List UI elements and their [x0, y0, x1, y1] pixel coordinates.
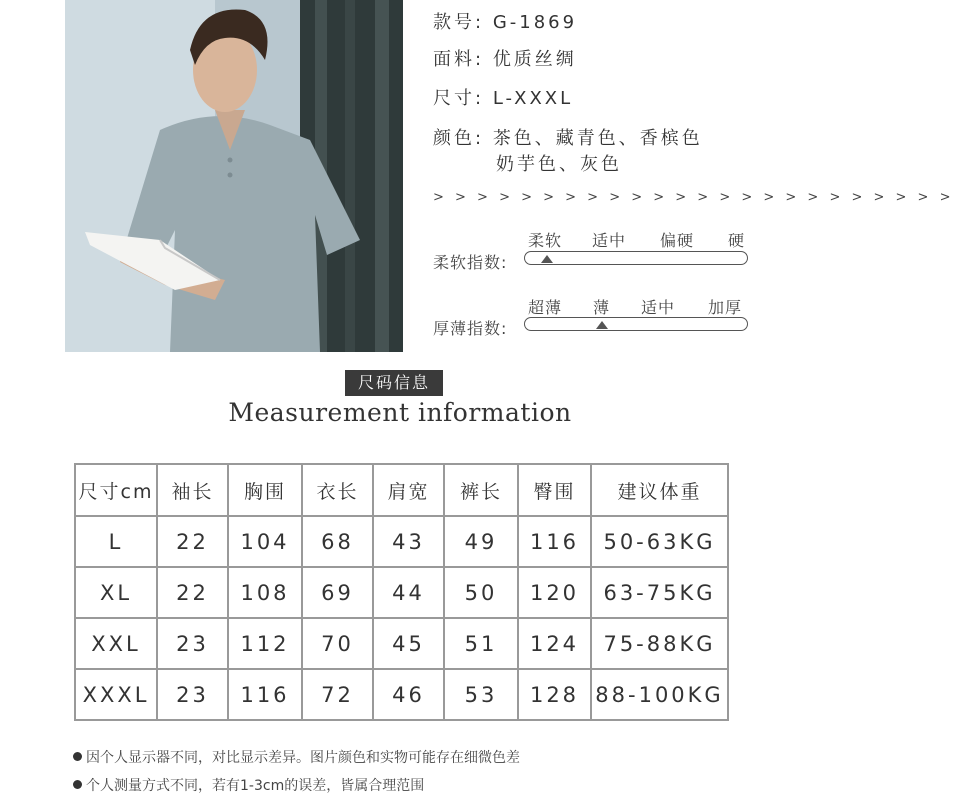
- spec-label: 尺寸:: [433, 88, 485, 109]
- table-cell: 45: [373, 618, 444, 669]
- table-cell: L: [75, 516, 157, 567]
- table-cell: XL: [75, 567, 157, 618]
- thickness-level: 薄: [593, 298, 611, 317]
- table-cell: 69: [302, 567, 373, 618]
- table-row: [75, 567, 728, 618]
- bullet-icon: [73, 780, 82, 789]
- thickness-marker: [596, 321, 608, 329]
- thickness-label: 厚薄指数:: [433, 319, 508, 338]
- table-header-cell: 尺寸cm: [75, 464, 157, 516]
- table-cell: 49: [444, 516, 518, 567]
- table-cell: 120: [518, 567, 591, 618]
- table-cell: 88-100KG: [591, 669, 728, 720]
- thickness-level: 超薄: [528, 298, 563, 317]
- spec-size: [433, 84, 573, 110]
- table-cell: 116: [228, 669, 302, 720]
- table-cell: 22: [157, 516, 228, 567]
- table-cell: 44: [373, 567, 444, 618]
- thickness-track: [524, 317, 748, 331]
- table-cell: 116: [518, 516, 591, 567]
- section-badge: 尺码信息: [345, 370, 443, 396]
- table-cell: 68: [302, 516, 373, 567]
- section-title: Measurement information: [228, 398, 572, 427]
- table-cell: 46: [373, 669, 444, 720]
- model-illustration: [65, 0, 403, 352]
- size-table: [74, 463, 729, 721]
- table-header-cell: 肩宽: [373, 464, 444, 516]
- spec-fabric: [433, 45, 577, 71]
- table-header-cell: 建议体重: [591, 464, 728, 516]
- softness-level: 偏硬: [660, 231, 695, 250]
- table-row: [75, 618, 728, 669]
- spec-value: 优质丝绸: [492, 49, 577, 70]
- bullet-icon: [73, 752, 82, 761]
- product-photo: [65, 0, 403, 352]
- softness-level: 柔软: [528, 231, 563, 250]
- spec-color-line2: 奶芋色、灰色: [496, 154, 622, 175]
- table-cell: 23: [157, 669, 228, 720]
- table-header-cell: 裤长: [444, 464, 518, 516]
- table-cell: 50-63KG: [591, 516, 728, 567]
- table-row: [75, 516, 728, 567]
- table-cell: 108: [228, 567, 302, 618]
- spec-color: [433, 124, 703, 150]
- table-header-row: [75, 464, 728, 516]
- table-cell: 128: [518, 669, 591, 720]
- table-cell: 50: [444, 567, 518, 618]
- spec-style-number: [433, 8, 577, 34]
- spec-value: L-XXXL: [492, 88, 574, 109]
- table-header-cell: 臀围: [518, 464, 591, 516]
- table-cell: 104: [228, 516, 302, 567]
- thickness-level: 加厚: [708, 298, 743, 317]
- table-cell: 75-88KG: [591, 618, 728, 669]
- table-cell: 72: [302, 669, 373, 720]
- table-cell: 51: [444, 618, 518, 669]
- table-cell: 63-75KG: [591, 567, 728, 618]
- softness-level: 适中: [592, 231, 627, 250]
- softness-label: 柔软指数:: [433, 253, 508, 272]
- table-header-cell: 衣长: [302, 464, 373, 516]
- table-row: [75, 669, 728, 720]
- note-item: [73, 747, 520, 767]
- spec-value: G-1869: [492, 12, 578, 33]
- note-text: 因个人显示器不同，对比显示差异。图片颜色和实物可能存在细微色差: [86, 750, 520, 766]
- table-cell: 70: [302, 618, 373, 669]
- note-item: [73, 775, 424, 795]
- thickness-level: 适中: [641, 298, 676, 317]
- spec-label: 颜色:: [433, 128, 485, 149]
- note-text: 个人测量方式不同，若有1-3cm的误差，皆属合理范围: [86, 778, 425, 794]
- softness-level: 硬: [728, 231, 746, 250]
- table-cell: 43: [373, 516, 444, 567]
- table-header-cell: 胸围: [228, 464, 302, 516]
- softness-track: [524, 251, 748, 265]
- spec-label: 款号:: [433, 12, 485, 33]
- table-cell: 23: [157, 618, 228, 669]
- table-cell: XXXL: [75, 669, 157, 720]
- arrow-divider: > > > > > > > > > > > > > > > > > > > > > > > >: [433, 190, 954, 205]
- spec-value: 茶色、藏青色、香槟色: [492, 128, 703, 149]
- table-cell: 124: [518, 618, 591, 669]
- table-cell: 53: [444, 669, 518, 720]
- spec-label: 面料:: [433, 49, 485, 70]
- table-cell: 112: [228, 618, 302, 669]
- softness-marker: [541, 255, 553, 263]
- table-header-cell: 袖长: [157, 464, 228, 516]
- table-cell: XXL: [75, 618, 157, 669]
- table-cell: 22: [157, 567, 228, 618]
